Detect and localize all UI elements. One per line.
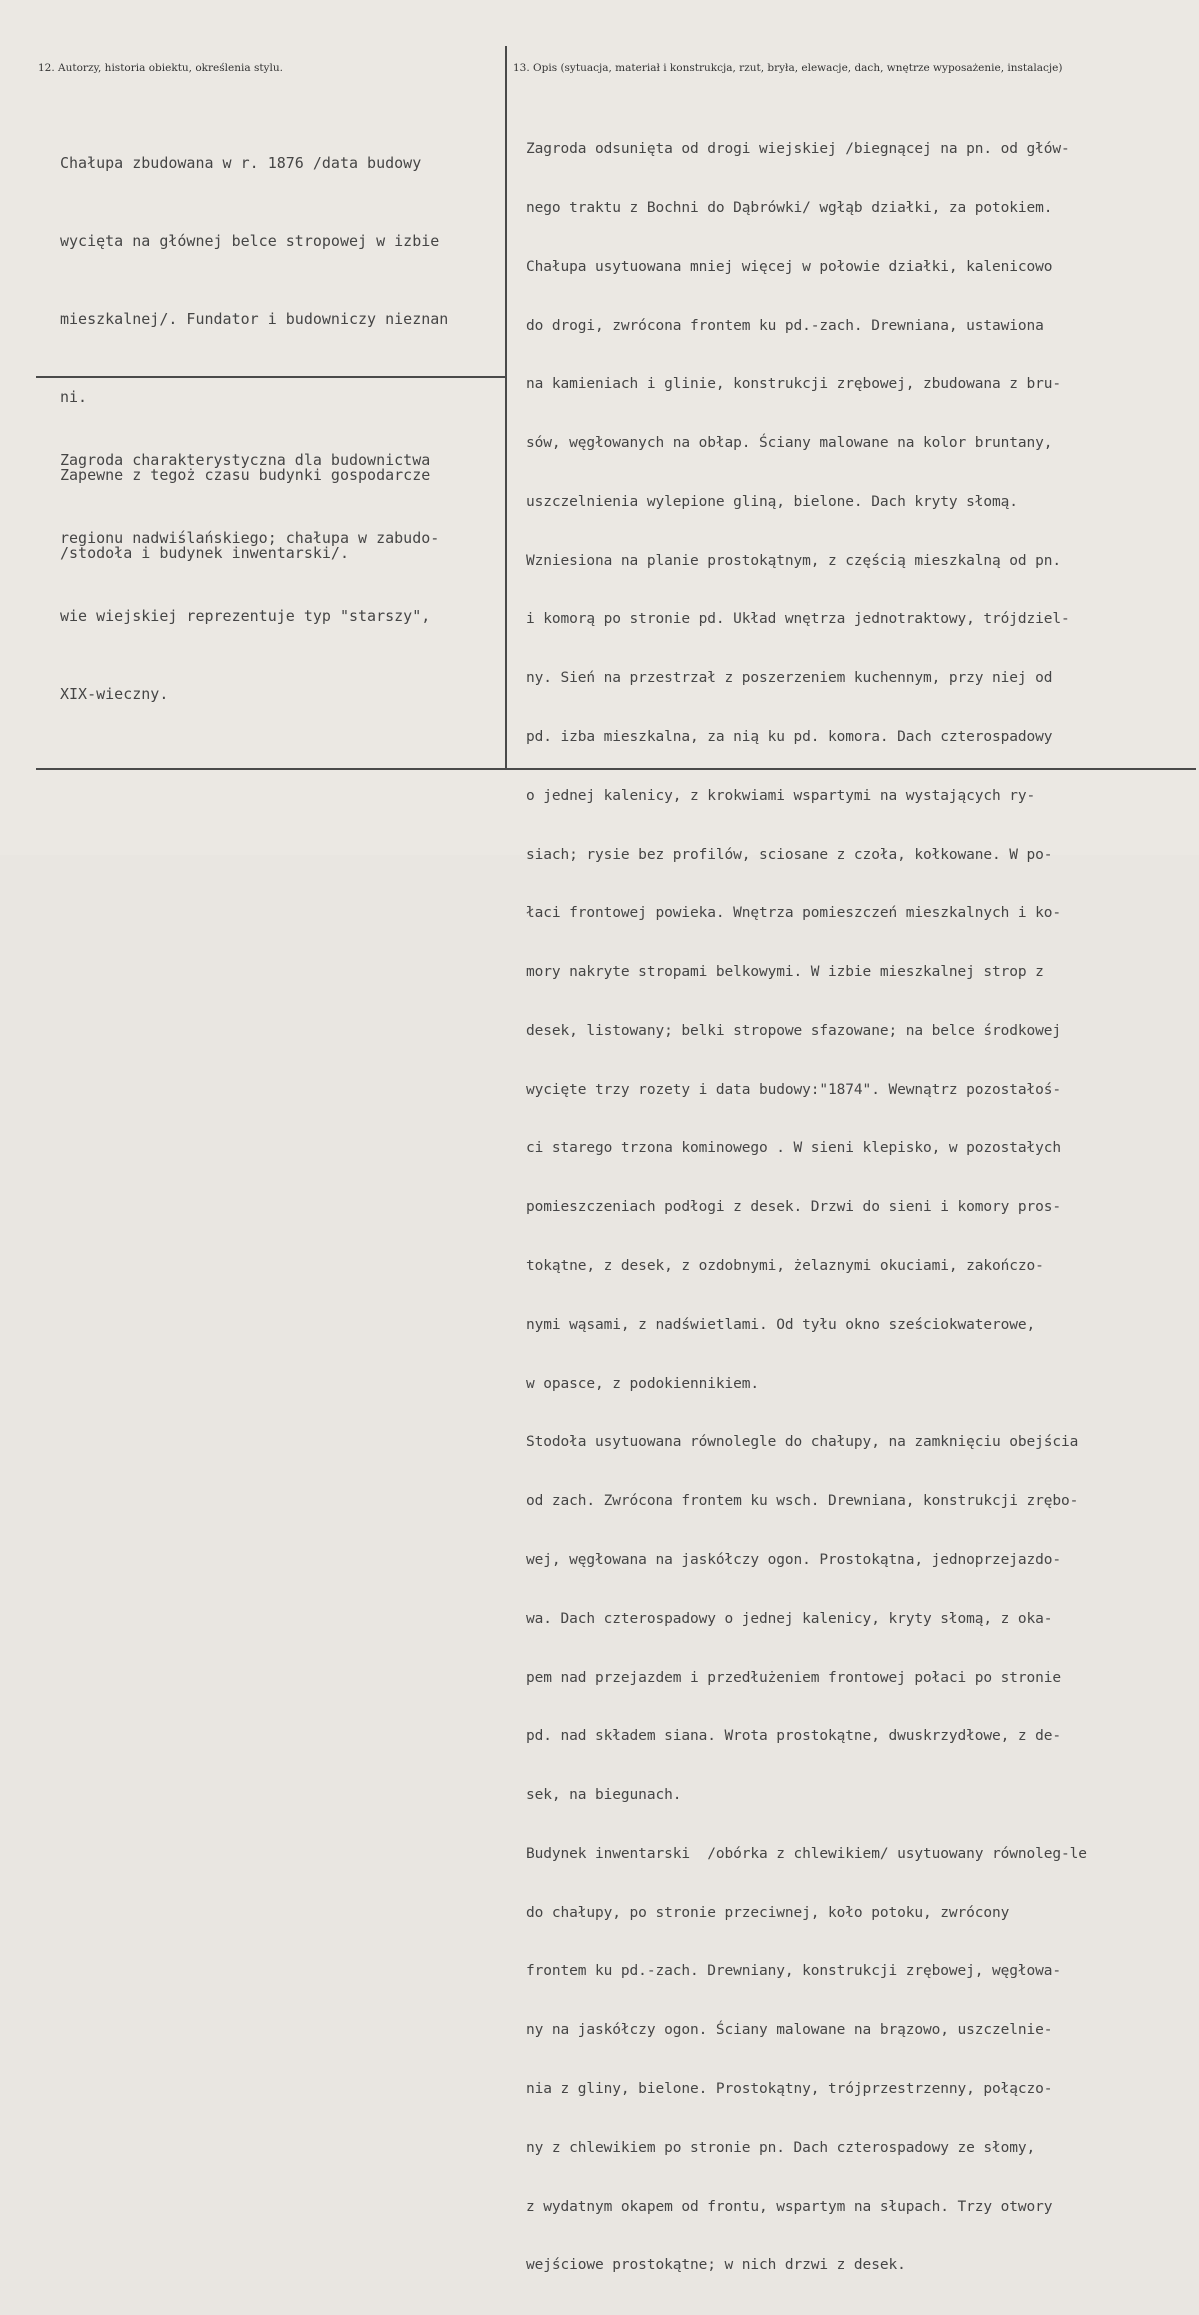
section-12-header: 12. Autorzy, historia obiektu, określenia stylu. bbox=[38, 62, 283, 74]
text-line: nego traktu z Bochni do Dąbrówki/ wgłąb działki, za potokiem. bbox=[526, 199, 1053, 216]
text-line: od zach. Zwrócona frontem ku wsch. Drewniana, konstrukcji zrębo- bbox=[526, 1493, 1079, 1510]
text-line: Chałupa zbudowana w r. 1876 /data budowy bbox=[60, 154, 422, 172]
text-line: Budynek inwentarski /obórka z chlewikiem/ usytuowany równoleg-le bbox=[526, 1845, 1087, 1862]
text-line: nymi wąsami, z nadświetlami. Od tyłu okno sześciokwaterowe, bbox=[526, 1316, 1036, 1333]
text-line: o jednej kalenicy, z krokwiami wspartymi na wystających ry- bbox=[526, 787, 1036, 804]
text-line: pd. nad składem siana. Wrota prostokątne, dwuskrzydłowe, z de- bbox=[526, 1728, 1062, 1745]
text-line: sów, węgłowanych na obłap. Ściany malowane na kolor bruntany, bbox=[526, 435, 1053, 452]
text-line: XIX-wieczny. bbox=[60, 685, 169, 703]
text-line: frontem ku pd.-zach. Drewniany, konstrukcji zrębowej, węgłowa- bbox=[526, 1963, 1062, 1980]
text-line: ny z chlewikiem po stronie pn. Dach czterospadowy ze słomy, bbox=[526, 2139, 1036, 2156]
text-line: wie wiejskiej reprezentuje typ "starszy", bbox=[60, 607, 431, 625]
text-line: do chałupy, po stronie przeciwnej, koło potoku, zwrócony bbox=[526, 1904, 1010, 1921]
text-line: siach; rysie bez profilów, sciosane z czoła, kołkowane. W po- bbox=[526, 846, 1053, 863]
text-line: ni. bbox=[60, 388, 88, 406]
text-line: na kamieniach i glinie, konstrukcji zrębowej, zbudowana z bru- bbox=[526, 376, 1062, 393]
text-line: Wzniesiona na planie prostokątnym, z częścią mieszkalną od pn. bbox=[526, 552, 1062, 569]
text-line: regionu nadwiślańskiego; chałupa w zabudo- bbox=[60, 529, 440, 547]
text-line: ny na jaskółczy ogon. Ściany malowane na brązowo, uszczelnie- bbox=[526, 2022, 1053, 2039]
text-line: do drogi, zwrócona frontem ku pd.-zach. Drewniana, ustawiona bbox=[526, 317, 1044, 334]
text-line: i komorą po stronie pd. Układ wnętrza jednotraktowy, trójdziel- bbox=[526, 611, 1070, 628]
section-13-header: 13. Opis (sytuacja, materiał i konstrukcja, rzut, bryła, elewacje, dach, wnętrze wyposażenie, instalacje) bbox=[513, 62, 1063, 74]
text-line: pomieszczeniach podłogi z desek. Drzwi do sieni i komory pros- bbox=[526, 1199, 1062, 1216]
text-line: Chałupa usytuowana mniej więcej w połowie działki, kalenicowo bbox=[526, 258, 1053, 275]
text-line: wycięta na głównej belce stropowej w izbie bbox=[60, 232, 440, 250]
text-line: ny. Sień na przestrzał z poszerzeniem kuchennym, przy niej od bbox=[526, 670, 1053, 687]
text-line: wejściowe prostokątne; w nich drzwi z desek. bbox=[526, 2257, 906, 2274]
text-line: mory nakryte stropami belkowymi. W izbie mieszkalnej strop z bbox=[526, 964, 1044, 981]
text-line: /stodoła i budynek inwentarski/. bbox=[60, 544, 349, 562]
text-line: desek, listowany; belki stropowe sfazowane; na belce środkowej bbox=[526, 1022, 1062, 1039]
text-line: łaci frontowej powieka. Wnętrza pomieszczeń mieszkalnych i ko- bbox=[526, 905, 1062, 922]
text-line: Zapewne z tegoż czasu budynki gospodarcze bbox=[60, 466, 431, 484]
text-line: sek, na biegunach. bbox=[526, 1787, 682, 1804]
text-line: pem nad przejazdem i przedłużeniem frontowej połaci po stronie bbox=[526, 1669, 1062, 1686]
text-line: ci starego trzona kominowego . W sieni klepisko, w pozostałych bbox=[526, 1140, 1062, 1157]
text-line: nia z gliny, bielone. Prostokątny, trójprzestrzenny, połączo- bbox=[526, 2080, 1053, 2097]
column-divider bbox=[505, 46, 507, 768]
text-line: wej, węgłowana na jaskółczy ogon. Prostokątna, jednoprzejazdo- bbox=[526, 1551, 1062, 1568]
text-line: uszczelnienia wylepione gliną, bielone. Dach kryty słomą. bbox=[526, 493, 1018, 510]
text-line: wa. Dach czterospadowy o jednej kalenicy, kryty słomą, z oka- bbox=[526, 1610, 1053, 1627]
text-line: tokątne, z desek, z ozdobnymi, żelaznymi okuciami, zakończo- bbox=[526, 1258, 1044, 1275]
section-12-assessment-text bbox=[60, 395, 439, 759]
text-line: w opasce, z podokiennikiem. bbox=[526, 1375, 760, 1392]
text-line: Zagroda odsunięta od drogi wiejskiej /biegnącej na pn. od głów- bbox=[526, 141, 1070, 158]
text-line: Stodoła usytuowana równolegle do chałupy, na zamknięciu obejścia bbox=[526, 1434, 1079, 1451]
section-13-text bbox=[526, 101, 1087, 2315]
text-line: wycięte trzy rozety i data budowy:"1874". Wewnątrz pozostałoś- bbox=[526, 1081, 1062, 1098]
text-line: z wydatnym okapem od frontu, wspartym na słupach. Trzy otwory bbox=[526, 2198, 1053, 2215]
text-line: mieszkalnej/. Fundator i budowniczy nieznan bbox=[60, 310, 449, 328]
text-line: pd. izba mieszkalna, za nią ku pd. komora. Dach czterospadowy bbox=[526, 729, 1053, 745]
text-line: Zagroda charakterystyczna dla budownictwa bbox=[60, 451, 431, 469]
